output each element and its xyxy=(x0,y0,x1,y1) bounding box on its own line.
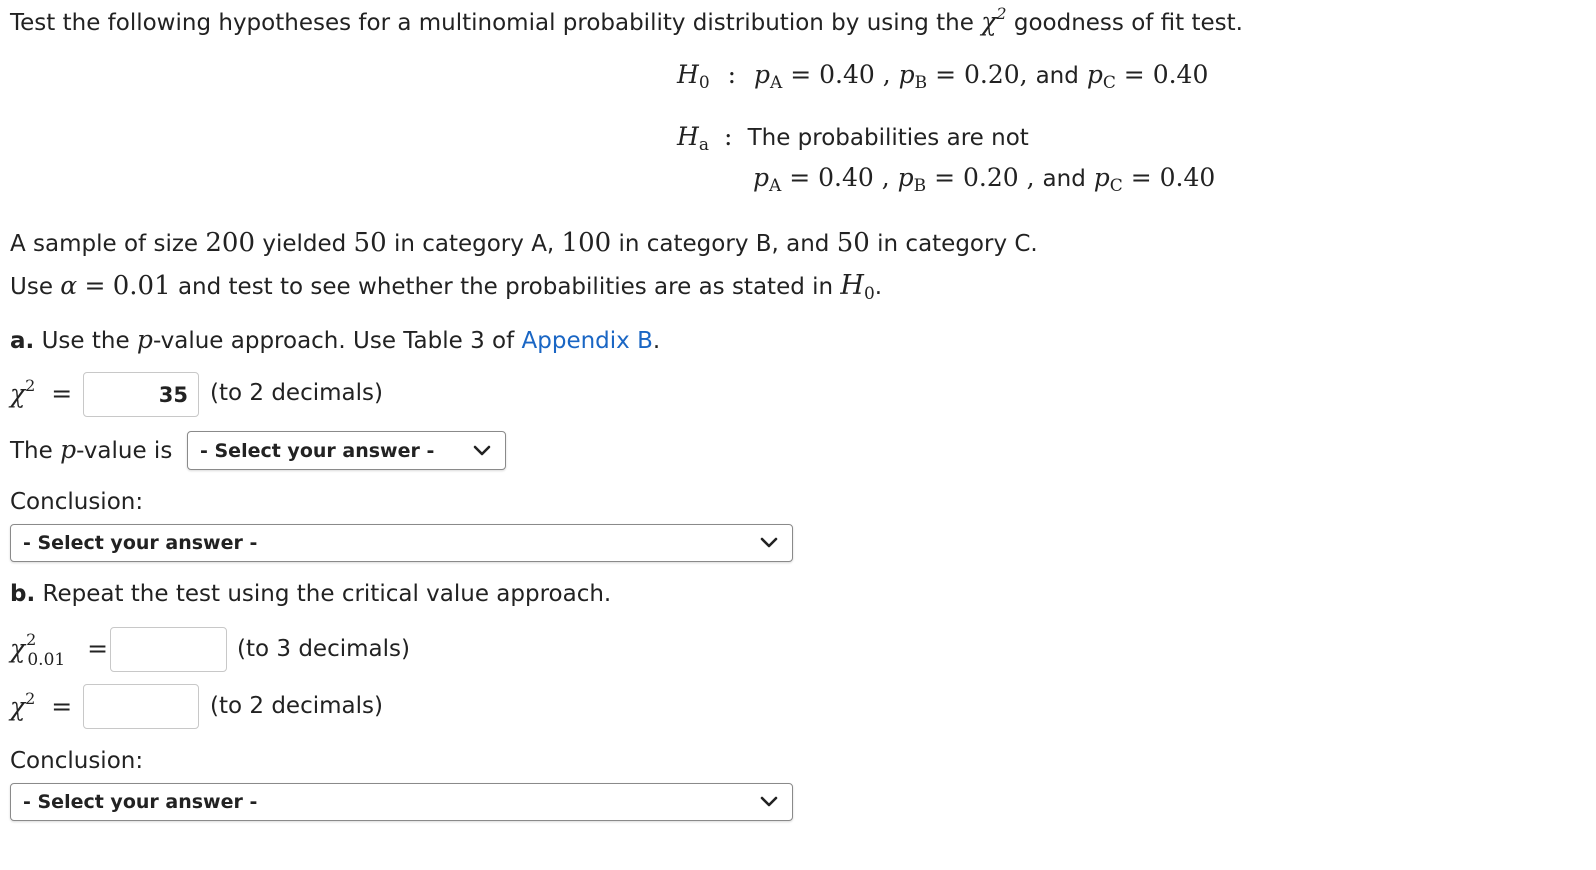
intro-suffix: goodness of fit test. xyxy=(1013,10,1243,36)
chi-square-symbol: $\chi^2$ xyxy=(981,4,1007,36)
chevron-down-icon xyxy=(760,537,778,549)
chi-square-hint-a: (to 2 decimals) xyxy=(210,380,383,406)
alternative-hypothesis xyxy=(677,122,1029,155)
h0-label: H xyxy=(677,60,699,89)
critical-value-input[interactable] xyxy=(110,627,227,672)
conclusion-label-a: Conclusion: xyxy=(10,489,144,515)
conclusion-select-a[interactable]: - Select your answer - xyxy=(10,524,793,562)
chi-square-label-b: $\chi^2$ = xyxy=(10,689,73,721)
appendix-b-link[interactable]: Appendix B xyxy=(521,328,653,354)
ha-text: The probabilities are not xyxy=(747,125,1029,151)
part-b-heading: b. Repeat the test using the critical value approach. xyxy=(10,581,612,607)
ha-and: and xyxy=(1042,166,1086,192)
intro-text xyxy=(10,4,1243,36)
chevron-down-icon xyxy=(473,445,491,457)
part-b-label: b. xyxy=(10,581,36,607)
ha-colon: : xyxy=(724,122,733,151)
conclusion-label-b: Conclusion: xyxy=(10,748,144,774)
alternative-hypothesis-values: $p_A = 0.40$ , $p_B = 0.20$ , and $p_C = 0.40$ xyxy=(753,163,1216,196)
critical-value-label: $\chi^2_{0.01}$ = xyxy=(10,630,109,670)
alpha-value: 0.01 xyxy=(112,271,171,301)
h0-pA: 0.40 xyxy=(819,60,875,89)
h0-sub: 0 xyxy=(698,73,710,93)
chi-square-input-a[interactable]: 35 xyxy=(83,372,199,417)
critical-value-hint: (to 3 decimals) xyxy=(237,636,410,662)
intro-prefix: Test the following hypotheses for a multinomial probability distribution by using the xyxy=(10,10,974,36)
chi-square-hint-b: (to 2 decimals) xyxy=(210,693,383,719)
pvalue-label: The p-value is xyxy=(10,435,173,464)
chevron-down-icon xyxy=(760,796,778,808)
chi-square-label-a: $\chi^2$ = xyxy=(10,376,73,408)
ha-label: H xyxy=(677,122,699,151)
ha-pB: 0.20 xyxy=(963,163,1019,192)
count-c: 50 xyxy=(836,228,870,258)
chi-square-input-b[interactable] xyxy=(83,684,199,729)
sample-size: 200 xyxy=(205,228,256,258)
count-a: 50 xyxy=(353,228,387,258)
part-a-label: a. xyxy=(10,328,35,354)
ha-pC: 0.40 xyxy=(1159,163,1216,192)
null-hypothesis: $H_0$ : $p_A = 0.40$ , $p_B = 0.20$, and $p_C = 0.40$ xyxy=(677,60,1209,93)
pvalue-select[interactable]: - Select your answer - xyxy=(187,431,506,470)
ha-pA: 0.40 xyxy=(818,163,874,192)
h0-pC: 0.40 xyxy=(1152,60,1209,89)
h0-pB: 0.20 xyxy=(964,60,1020,89)
alpha-instruction: Use α = 0.01 and test to see whether the probabilities are as stated in $H_0$. xyxy=(10,270,883,304)
h0-colon: : xyxy=(727,60,737,89)
sample-description: A sample of size 200 yielded 50 in category A, 100 in category B, and 50 in category C. xyxy=(10,228,1038,258)
ha-sub: a xyxy=(698,135,709,155)
conclusion-select-b[interactable]: - Select your answer - xyxy=(10,783,793,821)
count-b: 100 xyxy=(561,228,612,258)
part-a-heading: a. Use the p-value approach. Use Table 3 of Appendix B. xyxy=(10,325,661,354)
h0-and: and xyxy=(1035,63,1079,89)
